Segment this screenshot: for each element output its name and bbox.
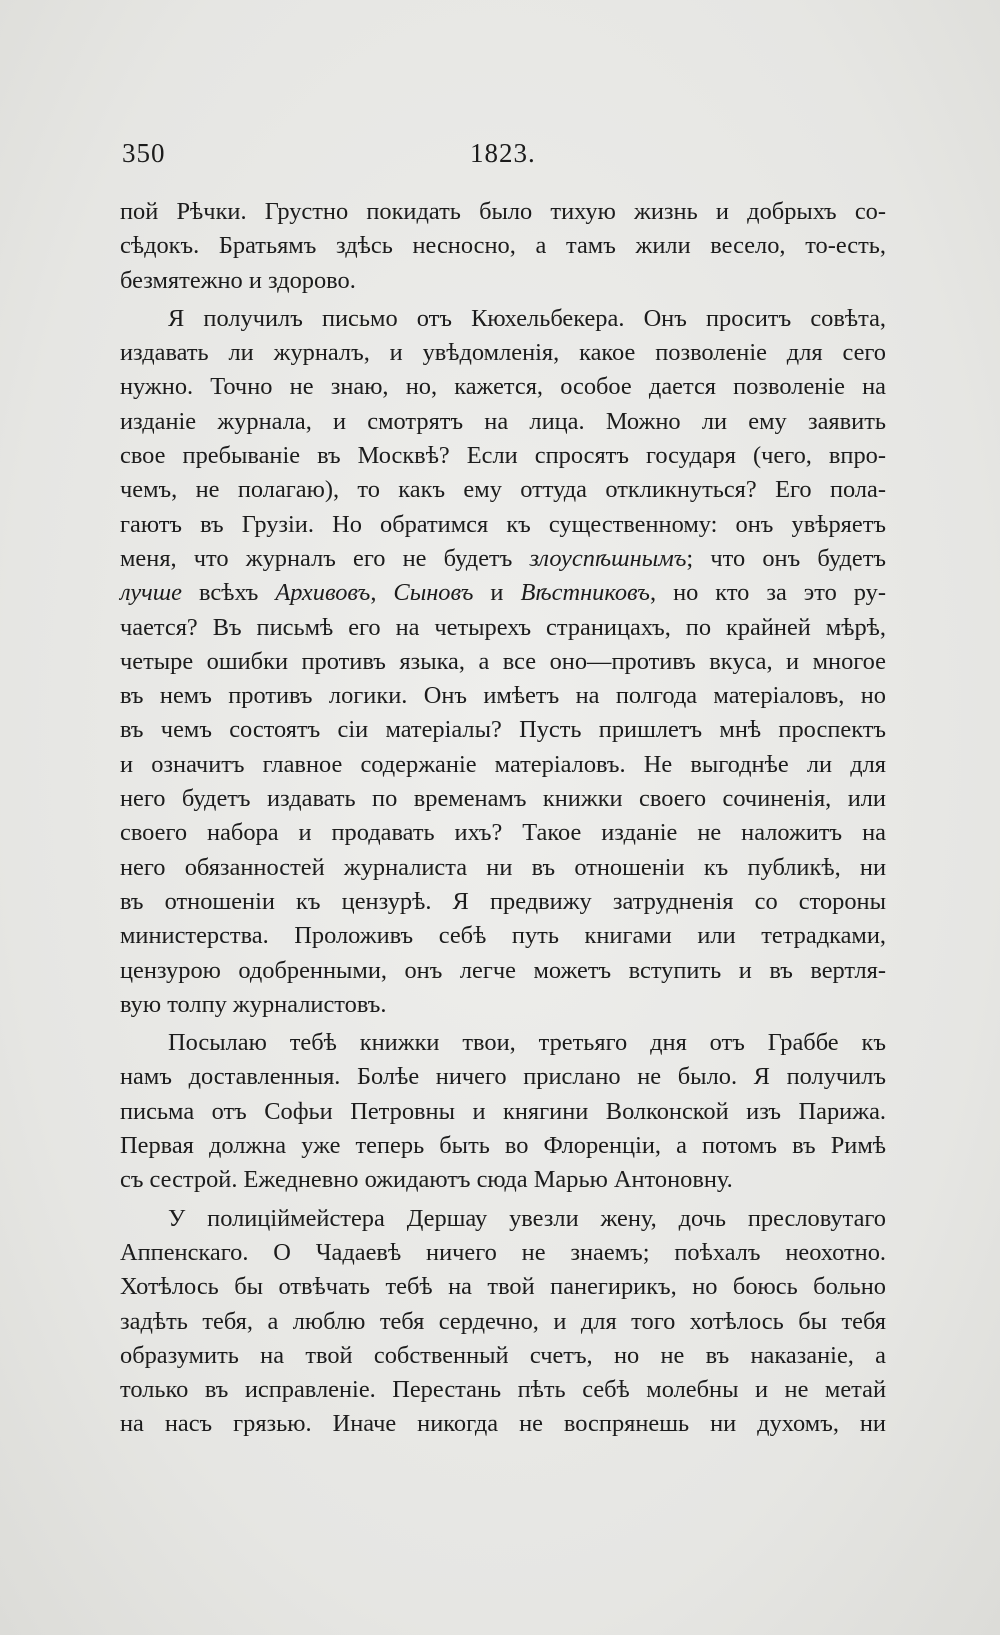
text-line: на насъ грязью. Иначе никогда не воспрянешь ни духомъ, ни — [120, 1410, 886, 1438]
text-line: намъ доставленныя. Болѣе ничего прислано не было. Я получилъ — [120, 1063, 886, 1091]
text-line: Я получилъ письмо отъ Кюхельбекера. Онъ проситъ совѣта, — [168, 304, 886, 332]
text-line: письма отъ Софьи Петровны и княгини Волконской изъ Парижа. — [120, 1097, 886, 1125]
text-line: сѣдокъ. Братьямъ здѣсь несносно, а тамъ жили весело, то-есть, — [120, 232, 886, 260]
text-line: задѣть тебя, а люблю тебя сердечно, и для того хотѣлось бы тебя — [120, 1307, 886, 1335]
body-text — [120, 195, 886, 1446]
text-line: съ сестрой. Ежедневно ожидаютъ сюда Марью Антоновну. — [120, 1166, 733, 1194]
page-number: 350 — [122, 138, 166, 168]
text-run: всѣхъ — [182, 579, 276, 607]
text-line: чается? Въ письмѣ его на четырехъ страницахъ, по крайней мѣрѣ, — [120, 613, 886, 641]
italic-word: лучше — [120, 579, 183, 607]
text-line: безмятежно и здорово. — [120, 266, 356, 294]
text-line: Хотѣлось бы отвѣчать тебѣ на твой панегирикъ, но боюсь больно — [120, 1273, 886, 1301]
italic-word: Архивовъ — [275, 579, 371, 607]
text-line: вую толпу журналистовъ. — [120, 990, 387, 1018]
paragraph — [120, 195, 886, 298]
text-line: Аппенскаго. О Чадаевѣ ничего не знаемъ; поѣхалъ неохотно. — [120, 1238, 886, 1266]
text-line: пой Рѣчки. Грустно покидать было тихую жизнь и добрыхъ со- — [120, 198, 886, 225]
text-line: него обязанностей журналиста ни въ отношеніи къ публикѣ, ни — [120, 853, 886, 881]
text-line: У полиціймейстера Дершау увезли жену, дочь пресловутаго — [168, 1204, 886, 1232]
text-line: него будетъ издавать по временамъ книжки своего сочиненія, или — [120, 785, 886, 813]
page-header — [122, 138, 885, 178]
paragraph — [120, 1202, 886, 1442]
text-line: издавать ли журналъ, и увѣдомленія, какое позволеніе для сего — [120, 339, 886, 367]
text-line: образумить на твой собственный счетъ, но не въ наказаніе, а — [120, 1341, 886, 1369]
italic-word: Вѣстниковъ — [520, 579, 650, 607]
text-line — [120, 542, 886, 576]
paragraph — [120, 302, 886, 1022]
text-line: Первая должна уже теперь быть во Флоренціи, а потомъ въ Римѣ — [120, 1132, 886, 1160]
text-line: своего набора и продавать ихъ? Такое изданіе не наложитъ на — [120, 819, 886, 847]
text-line: Посылаю тебѣ книжки твои, третьяго дня отъ Граббе къ — [168, 1029, 886, 1057]
italic-word: Сыновъ — [393, 579, 474, 607]
running-title: 1823. — [470, 138, 536, 168]
text-line: четыре ошибки противъ языка, а все оно—противъ вкуса, и многое — [120, 647, 886, 675]
text-line — [120, 576, 886, 610]
text-line: цензурою одобренными, онъ легче можетъ вступить и въ вертля- — [120, 956, 886, 984]
text-line: въ чемъ состоятъ сіи матеріалы? Пусть пришлетъ мнѣ проспектъ — [120, 716, 886, 744]
text-line: въ немъ противъ логики. Онъ имѣетъ на полгода матеріаловъ, но — [120, 682, 886, 710]
text-line: и означитъ главное содержаніе матеріаловъ. Не выгоднѣе ли для — [120, 750, 886, 778]
text-line: въ отношеніи къ цензурѣ. Я предвижу затрудненія со стороны — [120, 887, 886, 915]
text-run: ; что онъ будетъ — [686, 544, 886, 572]
text-line: министерства. Проложивъ себѣ путь книгами или тетрадками, — [120, 922, 886, 950]
text-run: и — [473, 579, 521, 607]
text-line: нужно. Точно не знаю, но, кажется, особое дается позволеніе на — [120, 373, 886, 401]
text-run: , — [370, 579, 394, 607]
paragraph — [120, 1026, 886, 1197]
text-line: чемъ, не полагаю), то какъ ему оттуда откликнуться? Его пола- — [120, 476, 886, 504]
text-line: гаютъ въ Грузіи. Но обратимся къ существенному: онъ увѣряетъ — [120, 510, 886, 538]
text-line: изданіе журнала, и смотрятъ на лица. Можно ли ему заявить — [120, 407, 886, 435]
text-run: , но кто за это ру- — [649, 579, 886, 607]
text-run: меня, что журналъ его не будетъ — [120, 544, 513, 572]
text-line: свое пребываніе въ Москвѣ? Если спросятъ государя (чего, впро- — [120, 442, 886, 470]
text-line: только въ исправленіе. Перестань пѣть себѣ молебны и не метай — [120, 1376, 886, 1404]
italic-word: злоуспѣшнымъ — [529, 544, 687, 572]
